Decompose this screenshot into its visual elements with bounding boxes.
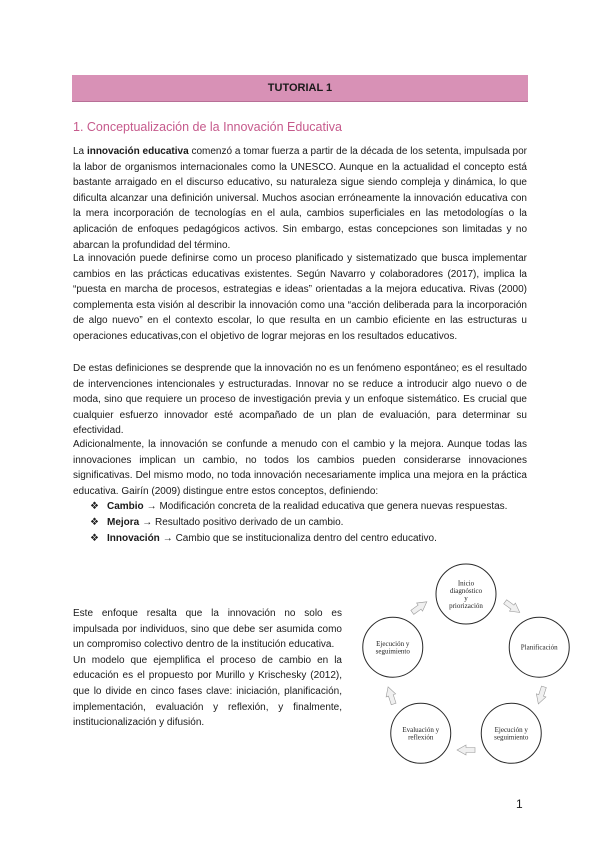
p1-rest: comenzó a tomar fuerza a partir de la década de los setenta, impulsada por la labor de organismos internacionales como la UNESCO. Aunque en la actualidad el concepto está bastante arraigado en el discurso educativo, su naturaleza sigue siendo compleja y dinámica, lo que dificulta alcanzar una definición universal. Muchos asocian erróneamente la innovación educativa con la mera incorporación de tecnologías en el aula, cambios superficiales en las metodologías o la aplicación de enfoques pedagógicos activos. Sin embargo, estas concepciones son limitadas y no abarcan la profundidad del término. (73, 146, 528, 251)
cycle-phase-node (481, 703, 541, 763)
list-item (90, 499, 507, 515)
bullet-term: Mejora (107, 517, 140, 528)
bullet-arrow: → (162, 533, 173, 544)
paragraph-collective: Este enfoque resalta que la innovación no solo es impulsada por individuos, sino que debe ser asumida como un compromiso colectivo dentro de la institución educativa. (73, 608, 342, 651)
paragraph-conclusion: De estas definiciones se desprende que la innovación no es un fenómeno espontáneo; es el resultado de intervenciones intencionales y estructuradas. Innovar no se reduce a introducir algo nuevo o de moda, sino que requiere un proceso de investigación previa y un enfoque sistemático. Es crucial que cualquier esfuerzo innovador esté acompañado de un plan de evaluación, para determinar su efectividad. (73, 363, 527, 437)
bullet-desc: Cambio que se institucionaliza dentro del centro educativo. (175, 533, 437, 544)
cycle-arrow-icon (386, 687, 396, 705)
bullet-arrow: → (142, 517, 153, 528)
cycle-phase-label: Inicio (457, 579, 475, 588)
cycle-phase-node (391, 703, 451, 763)
change-cycle-diagram (355, 560, 577, 782)
bullet-diamond-icon: ❖ (90, 533, 99, 544)
cycle-phase-label: seguimiento (375, 647, 410, 656)
cycle-phase-label: Evaluación y (402, 726, 440, 735)
bullet-term: Cambio (107, 501, 144, 512)
cycle-arrow-icon (536, 686, 546, 704)
bullet-desc: Resultado positivo derivado de un cambio. (155, 517, 344, 528)
paragraph-intro (73, 144, 527, 253)
list-item (90, 531, 507, 547)
bullet-diamond-icon: ❖ (90, 517, 99, 528)
side-text (73, 606, 342, 731)
concept-list (90, 499, 507, 547)
page-number: 1 (516, 797, 523, 811)
paragraph-model: Un modelo que ejemplifica el proceso de cambio en la educación es el propuesto por Murillo y Krischesky (2012), que lo divide en cinco fases clave: iniciación, planificación, implementación, evaluación y reflexión, y finalmente, institucionalización y difusión. (73, 654, 342, 729)
cycle-phase-label: y (464, 594, 468, 603)
section-heading: 1. Conceptualización de la Innovación Educativa (73, 120, 342, 134)
cycle-arrow-icon (457, 745, 475, 755)
cycle-phase-node (363, 617, 423, 677)
bullet-diamond-icon: ❖ (90, 501, 99, 512)
cycle-arrow-icon (411, 602, 427, 615)
bullet-arrow: → (146, 501, 157, 512)
cycle-phase-label: priorización (449, 601, 483, 610)
banner-title: TUTORIAL 1 (267, 82, 333, 94)
cycle-arrow-icon (504, 600, 520, 613)
cycle-phase-label: diagnóstico (449, 586, 483, 595)
p1-bold-term: innovación educativa (86, 146, 189, 157)
p1-lead: La (73, 146, 87, 157)
cycle-phase-label: reflexión (408, 733, 434, 742)
list-item (90, 515, 507, 531)
cycle-phase-label: Planificación (520, 643, 558, 652)
cycle-phase-node (509, 617, 569, 677)
bullet-desc: Modificación concreta de la realidad educativa que genera nuevas respuestas. (159, 501, 508, 512)
tutorial-banner (72, 75, 528, 102)
cycle-phase-node (436, 564, 496, 624)
bullet-term: Innovación (107, 533, 160, 544)
paragraph-distinction: Adicionalmente, la innovación se confunde a menudo con el cambio y la mejora. Aunque todas las innovaciones implican un cambio, no todos los cambios pueden considerarse innovaciones significativas. Del mismo modo, no toda innovación necesariamente implica una mejora en la práctica educativa. Gairín (2009) distingue entre estos conceptos, definiendo: (73, 439, 527, 497)
paragraph-definition: La innovación puede definirse como un proceso planificado y sistematizado que busca implementar cambios en las prácticas educativas existentes. Según Navarro y colaboradores (2017), implica la “puesta en marcha de procesos, estrategias e ideas” orientadas a la mejora educativa. Rivas (2000) complementa esta visión al describir la innovación como una “acción deliberada para la incorporación de algo nuevo” en el contexto escolar, lo que resulta en un cambio eficiente en las estructuras u operaciones educativas,con el objetivo de lograr mejoras en los resultados educativos. (73, 253, 527, 342)
cycle-phase-label: Ejecución y (494, 726, 528, 735)
cycle-phase-label: seguimiento (494, 733, 529, 742)
cycle-phase-label: Ejecución y (376, 639, 410, 648)
